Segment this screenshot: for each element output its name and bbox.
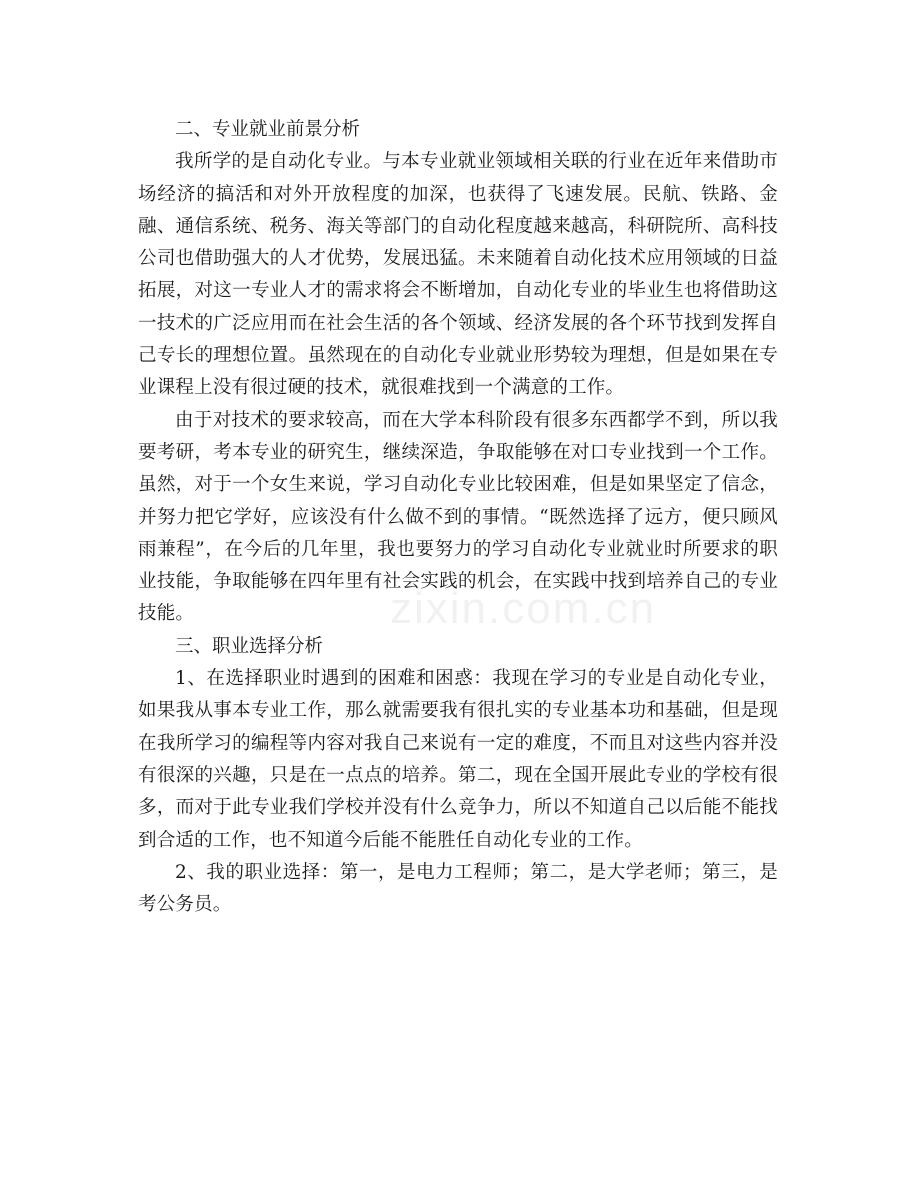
- paragraph-difficulties: 1、在选择职业时遇到的困难和困惑：我现在学习的专业是自动化专业，如果我从事本专业工作，那么就需要我有很扎实的专业基本功和基础，但是现在我所学习的编程等内容对我自己来说有一定的难度，不而且对这些内容并没有很深的兴趣，只是在一点点的培养。第二，现在全国开展此专业的学校有很多，而对于此专业我们学校并没有什么竞争力，所以不知道自己以后能不能找到合适的工作，也不知道今后能不能胜任自动化专业的工作。: [138, 668, 778, 851]
- paragraph-graduate-plan: 由于对技术的要求较高，而在大学本科阶段有很多东西都学不到，所以我要考研，考本专业的研究生，继续深造，争取能够在对口专业找到一个工作。虽然，对于一个女生来说，学习自动化专业比较困难，但是如果坚定了信念，并努力把它学好，应该没有什么做不到的事情。“既然选择了远方，便只顾风雨兼程”，在今后的几年里，我也要努力的学习自动化专业就业时所要求的职业技能，争取能够在四年里有社会实践的机会，在实践中找到培养自己的专业技能。: [138, 409, 778, 625]
- watermark: zixin.com.cn: [390, 584, 657, 633]
- paragraph-major-overview: 我所学的是自动化专业。与本专业就业领域相关联的行业在近年来借助市场经济的搞活和对外开放程度的加深，也获得了飞速发展。民航、铁路、金融、通信系统、税务、海关等部门的自动化程度越来越高，科研院所、高科技公司也借助强大的人才优势，发展迅猛。未来随着自动化技术应用领域的日益拓展，对这一专业人才的需求将会不断增加，自动化专业的毕业生也将借助这一技术的广泛应用而在社会生活的各个领域、经济发展的各个环节找到发挥自己专长的理想位置。虽然现在的自动化专业就业形势较为理想，但是如果在专业课程上没有很过硬的技术，就很难找到一个满意的工作。: [138, 151, 778, 399]
- document-body: [138, 114, 778, 921]
- section-heading-employment-prospects: 二、专业就业前景分析: [175, 119, 361, 140]
- paragraph-career-options: 2、我的职业选择：第一，是电力工程师；第二，是大学老师；第三，是考公务员。: [138, 861, 778, 916]
- section-heading-career-choice: 三、职业选择分析: [175, 635, 324, 657]
